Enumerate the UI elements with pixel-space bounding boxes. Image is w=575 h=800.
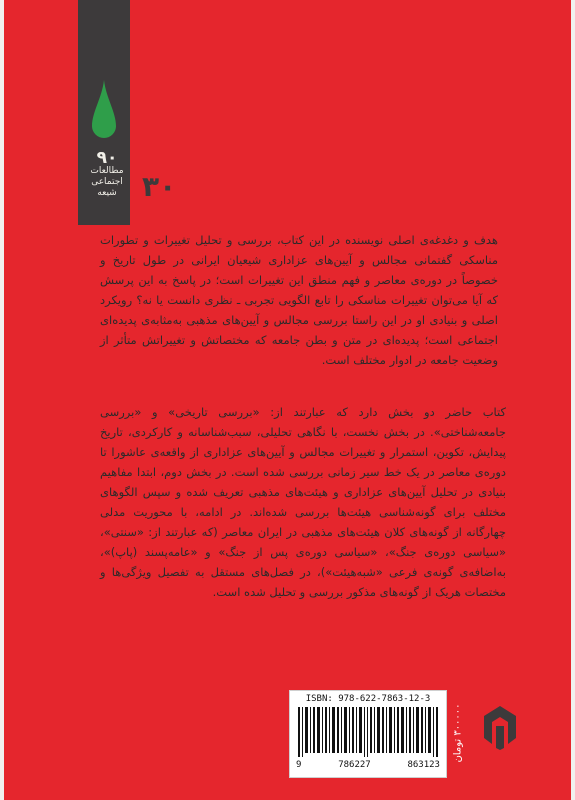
publisher-logo-icon bbox=[482, 704, 518, 750]
series-number: ۹۰ bbox=[96, 148, 118, 168]
back-cover bbox=[4, 0, 571, 800]
barcode-icon bbox=[298, 707, 438, 757]
barcode-panel bbox=[289, 690, 447, 778]
volume-number: ۳۰ bbox=[142, 170, 177, 203]
isbn-text: ISBN: 978-622-7863-12-3 bbox=[305, 694, 431, 704]
price-label bbox=[448, 690, 468, 776]
series-name-line3: شیعه bbox=[97, 188, 117, 198]
barcode-digit-group2: 863123 bbox=[407, 760, 440, 770]
summary-paragraph-1: هدف و دغدغه‌ی اصلی نویسنده در این کتاب، بررسی و تحلیل تغییرات و تطورات مناسکی گفتمانی مجالس و آیین‌های عزاداری شیعیان ایرانی در طول تاریخ و خصوصاً در دوره‌ی معاصر و فهم منطق این تغییرات است؛ در پاسخ به این پرسش که آیا می‌توان تغییرات مناسکی را تابع الگویی تجربی ـ نظری دانست یا نه؟ رویکرد اصلی و بنیادی او در این راستا بررسی مجالس و آیین‌های مذهبی به‌مثابه‌ی پدیده‌ای اجتماعی است؛ پدیده‌ای در متن و بطن جامعه که مختصاتش و تغییراتش متأثر از وضعیت جامعه در ادوار مختلف است. bbox=[100, 232, 498, 367]
barcode-digit-prefix: 9 bbox=[296, 760, 302, 770]
series-name bbox=[84, 166, 130, 199]
green-drop-icon bbox=[92, 80, 116, 144]
series-name-line1: مطالعات bbox=[90, 166, 124, 176]
summary-paragraph-2: کتاب حاضر دو بخش دارد که عبارتند از: «بررسی تاریخی» و «بررسی جامعه‌شناختی». در بخش نخست، با نگاهی تحلیلی، سبب‌شناسانه و کارکردی، تاریخ پیدایش، تکوین، استمرار و تغییرات مجالس و آیین‌های عزاداری از واقعه‌ی عاشورا تا دوره‌ی معاصر در یک خط سیر زمانی بررسی شده است. در بخش دوم، ابتدا مفاهیم بنیادی در تحلیل آیین‌های عزاداری و هیئت‌های مذهبی تعریف شده و سپس الگوهای مختلف برای گونه‌شناسی هیئت‌ها بررسی شده‌اند. در ادامه، با محوریت مدلی چهارگانه از گونه‌های کلان هیئت‌های مذهبی در ایران معاصر (که عبارتند از: «سنتی»، «سیاسی دوره‌ی جنگ»، «سیاسی دوره‌ی پس از جنگ» و «عامه‌پسند (پاپ)»، به‌اضافه‌ی گونه‌ی فرعی «شبه‌هیئت»)، در فصل‌های مستقل به تفصیل ویژگی‌ها و مختصات هریک از گونه‌های مذکور بررسی و تحلیل شده است. bbox=[100, 404, 506, 599]
series-name-line2: اجتماعی bbox=[91, 177, 123, 187]
barcode-digit-group1: 786227 bbox=[338, 760, 371, 770]
barcode-digits bbox=[296, 760, 440, 770]
price-text: ۳۰۰۰۰۰ تومان bbox=[452, 703, 464, 763]
